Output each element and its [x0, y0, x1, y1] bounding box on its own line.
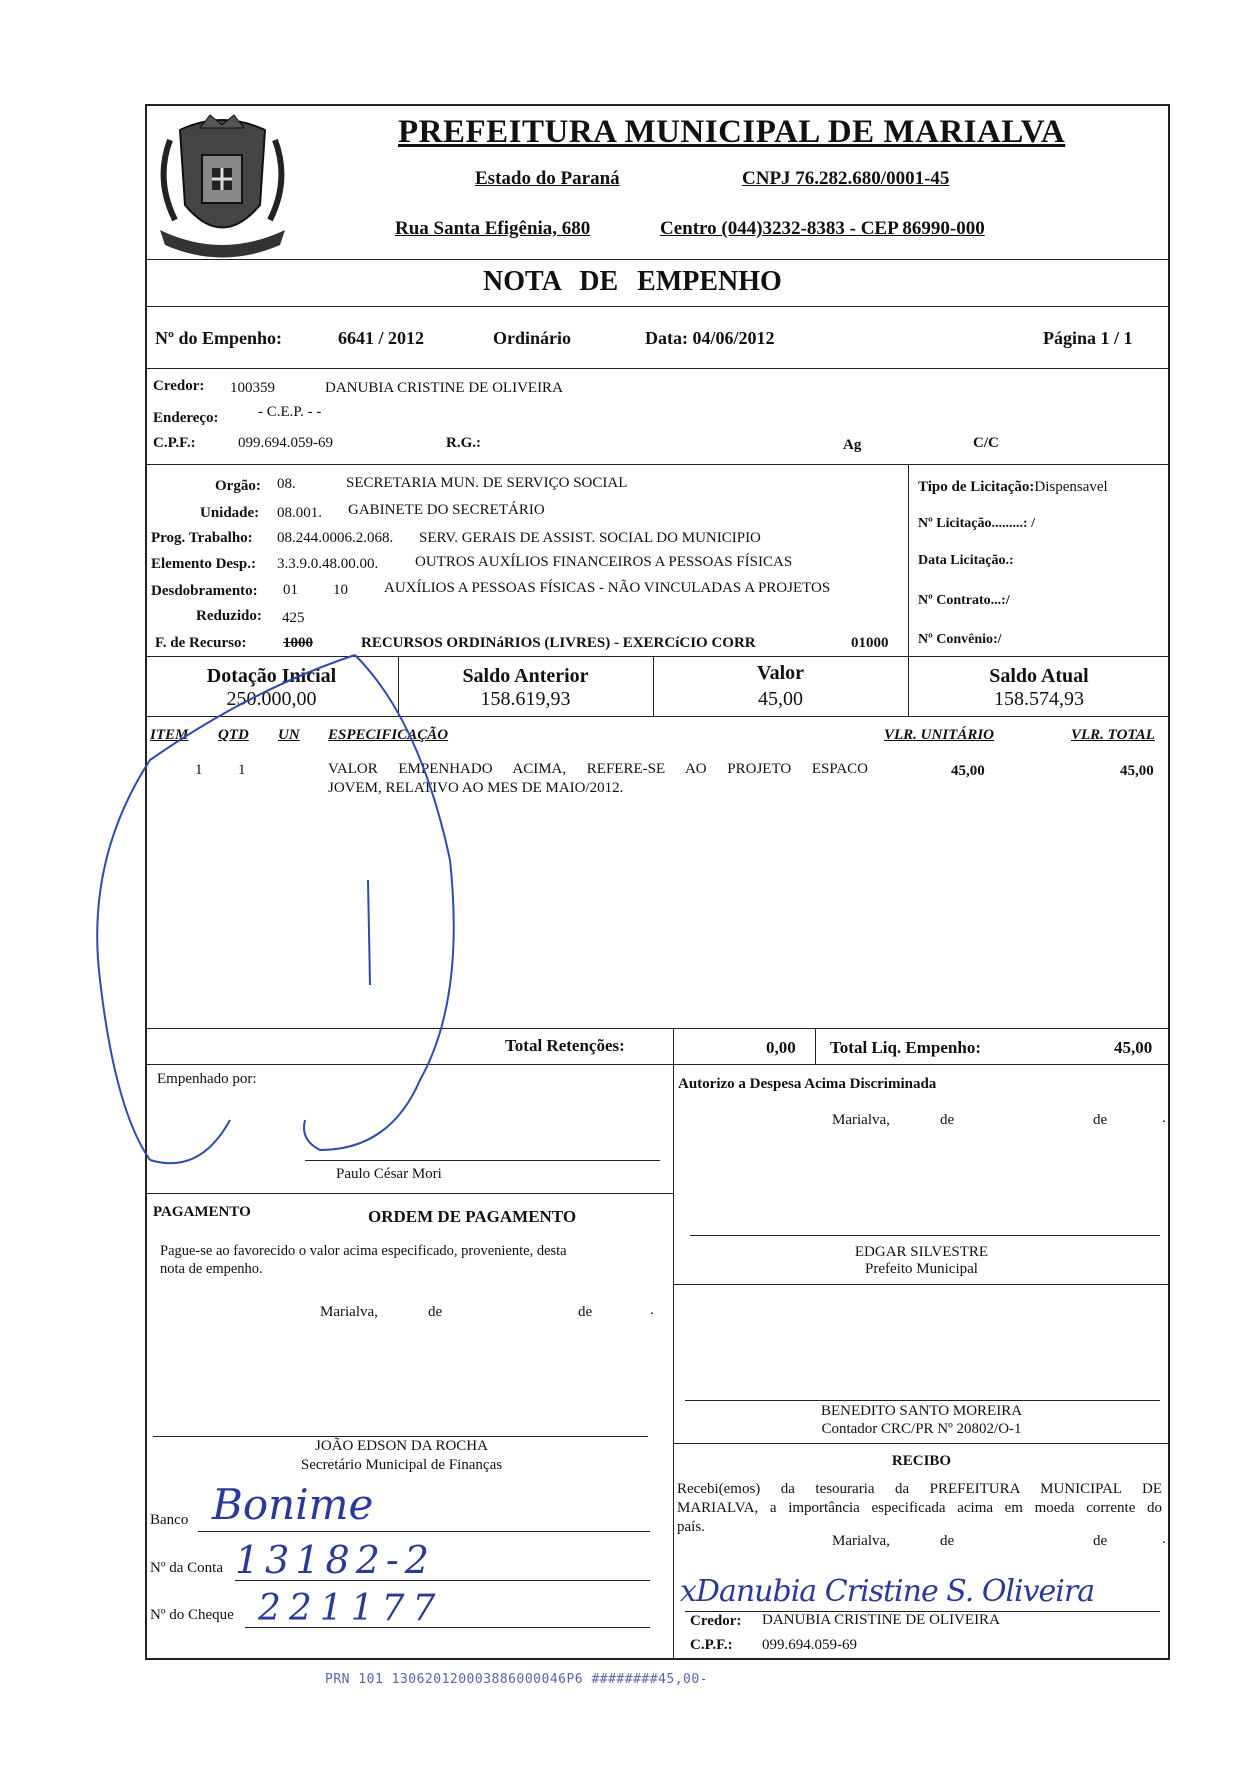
- col-header-esp: ESPECIFICAÇÃO: [328, 727, 449, 743]
- num-licitacao: Nº Licitação.........: /: [918, 516, 1035, 531]
- row-esp-line2: JOVEM, RELATIVO AO MES DE MAIO/2012.: [328, 780, 624, 796]
- pagamento-de1: de: [428, 1304, 443, 1320]
- reduzido-value: 425: [282, 610, 305, 626]
- saldo-anterior-label: Saldo Anterior: [462, 665, 589, 687]
- orgao-label: Orgão:: [215, 478, 261, 494]
- pagamento-text-line2: nota de empenho.: [160, 1261, 263, 1277]
- cheque-label: Nº do Cheque: [150, 1607, 234, 1623]
- row-vt: 45,00: [1120, 763, 1154, 779]
- elem-label: Elemento Desp.:: [151, 556, 256, 572]
- endereco-label: Endereço:: [153, 410, 219, 426]
- col-header-un: UN: [278, 727, 300, 743]
- rg-label: R.G.:: [446, 435, 481, 451]
- total-retencoes-value: 0,00: [766, 1038, 796, 1057]
- total-liq-label: Total Liq. Empenho:: [830, 1038, 981, 1057]
- total-retencoes-label: Total Retenções:: [505, 1036, 625, 1055]
- banco-value: Bonime: [212, 1480, 374, 1529]
- desd-label: Desdobramento:: [151, 583, 258, 599]
- fonte-code: 1000: [283, 635, 313, 651]
- pagamento-city: Marialva,: [320, 1304, 378, 1320]
- col-header-item: ITEM: [150, 727, 189, 743]
- desd-value: AUXÍLIOS A PESSOAS FÍSICAS - NÃO VINCULADAS A PROJETOS: [384, 580, 831, 596]
- empenho-num: 6641 / 2012: [338, 328, 425, 348]
- col-header-vu: VLR. UNITÁRIO: [884, 727, 995, 743]
- num-convenio: Nº Convênio:/: [918, 632, 1002, 647]
- tipo-licitacao-value: Dispensavel: [1034, 479, 1108, 495]
- orgao-value: SECRETARIA MUN. DE SERVIÇO SOCIAL: [346, 475, 628, 491]
- empenho-page: Página 1 / 1: [1043, 328, 1133, 348]
- desd-code2: 10: [333, 582, 348, 598]
- cc-label: C/C: [973, 435, 999, 451]
- empenhado-label: Empenhado por:: [157, 1071, 257, 1087]
- pagamento-de2: de: [578, 1304, 593, 1320]
- num-contrato: Nº Contrato...:/: [918, 593, 1010, 608]
- cpf-value: 099.694.059-69: [238, 435, 333, 451]
- tipo-licitacao-label-text: Tipo de Licitação:: [918, 479, 1035, 495]
- conta-label: Nº da Conta: [150, 1560, 223, 1576]
- endereco-value: - C.E.P. - -: [258, 404, 322, 420]
- recibo-de1: de: [940, 1533, 955, 1549]
- header-state: Estado do Paraná: [475, 168, 620, 189]
- unidade-value: GABINETE DO SECRETÁRIO: [348, 502, 545, 518]
- desd-code1: 01: [283, 582, 298, 598]
- contador-name: BENEDITO SANTO MOREIRA: [820, 1403, 1023, 1419]
- elem-value: OUTROS AUXÍLIOS FINANCEIROS A PESSOAS FÍSICAS: [415, 554, 793, 570]
- unidade-label: Unidade:: [200, 505, 260, 521]
- recibo-de2: de: [1093, 1533, 1108, 1549]
- prefeito-role: Prefeito Municipal: [865, 1261, 978, 1277]
- total-liq-value: 45,00: [1114, 1038, 1153, 1057]
- header-contact: Centro (044)3232-8383 - CEP 86990-000: [660, 218, 985, 239]
- recibo-credor-label: Credor:: [690, 1613, 742, 1629]
- recibo-text-line2: MARIALVA, a importância especificada acima em moeda corrente do: [677, 1500, 1162, 1516]
- autorizo-dot: .: [1162, 1110, 1166, 1126]
- recibo-text-line3: país.: [677, 1519, 705, 1535]
- elem-code: 3.3.9.0.48.00.00.: [277, 556, 379, 572]
- valor-label: Valor: [756, 662, 805, 684]
- autorizo-de1: de: [940, 1112, 955, 1128]
- fonte-label: F. de Recurso:: [155, 635, 247, 651]
- saldo-atual-label: Saldo Atual: [989, 665, 1089, 687]
- credor-label: Credor:: [153, 378, 205, 394]
- unidade-code: 08.001.: [277, 505, 322, 521]
- cpf-label: C.P.F.:: [153, 435, 196, 451]
- recibo-dot: .: [1162, 1531, 1166, 1547]
- pagamento-text-line1: Pague-se ao favorecido o valor acima especificado, proveniente, desta: [160, 1243, 567, 1259]
- fonte-value: RECURSOS ORDINáRIOS (LIVRES) - EXERCíCIO CORR: [361, 635, 756, 651]
- empenho-num-label: Nº do Empenho:: [155, 328, 282, 348]
- autorizo-label: Autorizo a Despesa Acima Discriminada: [678, 1076, 937, 1092]
- dotacao-value: 250.000,00: [226, 688, 317, 710]
- header-title: PREFEITURA MUNICIPAL DE MARIALVA: [398, 114, 1066, 150]
- recibo-credor-value: DANUBIA CRISTINE DE OLIVEIRA: [762, 1612, 1000, 1628]
- valor-value: 45,00: [758, 688, 803, 710]
- reduzido-label: Reduzido:: [196, 608, 262, 624]
- prog-code: 08.244.0006.2.068.: [277, 530, 394, 546]
- prog-value: SERV. GERAIS DE ASSIST. SOCIAL DO MUNICIPIO: [419, 530, 761, 546]
- saldo-atual-value: 158.574,93: [994, 688, 1084, 710]
- recibo-cpf-label: C.P.F.:: [690, 1637, 733, 1653]
- fonte-num: 01000: [851, 635, 889, 651]
- empenho-type: Ordinário: [493, 328, 572, 348]
- prefeito-name: EDGAR SILVESTRE: [854, 1244, 989, 1260]
- secretario-name: JOÃO EDSON DA ROCHA: [315, 1438, 488, 1454]
- row-qtd: 1: [238, 762, 246, 778]
- conta-value: 13182-2: [235, 1538, 435, 1582]
- dotacao-label: Dotação Inicial: [206, 665, 337, 687]
- cheque-value: 221177: [258, 1588, 444, 1629]
- autorizo-city: Marialva,: [832, 1112, 890, 1128]
- saldo-anterior-value: 158.619,93: [480, 688, 571, 710]
- recibo-label: RECIBO: [891, 1453, 952, 1469]
- tipo-licitacao-label: [918, 479, 1108, 496]
- secretario-role: Secretário Municipal de Finanças: [300, 1457, 503, 1473]
- header-street: Rua Santa Efigênia, 680: [395, 218, 591, 239]
- recibo-cpf-value: 099.694.059-69: [762, 1637, 857, 1653]
- ag-label: Ag: [843, 437, 862, 453]
- credor-code: 100359: [230, 380, 275, 396]
- row-item: 1: [195, 762, 203, 778]
- footer-code: PRN 101 130620120003886000046P6 ########45,00-: [325, 1672, 709, 1687]
- autorizo-de2: de: [1093, 1112, 1108, 1128]
- doc-title: NOTA DE EMPENHO: [483, 266, 782, 297]
- col-header-vt: VLR. TOTAL: [1071, 727, 1155, 743]
- prog-label: Prog. Trabalho:: [151, 530, 253, 546]
- data-licitacao: Data Licitação.:: [918, 553, 1014, 568]
- orgao-code: 08.: [277, 476, 296, 492]
- banco-label: Banco: [150, 1512, 189, 1528]
- ordem-pagamento-label: ORDEM DE PAGAMENTO: [368, 1207, 577, 1226]
- contador-role: Contador CRC/PR Nº 20802/O-1: [821, 1421, 1022, 1437]
- row-esp-line1: VALOR EMPENHADO ACIMA, REFERE-SE AO PROJETO ESPACO: [328, 761, 868, 777]
- pagamento-dot: .: [650, 1302, 654, 1318]
- recibo-city: Marialva,: [832, 1533, 890, 1549]
- empenhado-name: Paulo César Mori: [336, 1166, 442, 1182]
- credor-signature: xDanubia Cristine S. Oliveira: [680, 1574, 1095, 1609]
- empenho-date: Data: 04/06/2012: [645, 328, 775, 348]
- col-header-qtd: QTD: [218, 727, 249, 743]
- recibo-text-line1: Recebi(emos) da tesouraria da PREFEITURA MUNICIPAL DE: [677, 1481, 1162, 1497]
- credor-name: DANUBIA CRISTINE DE OLIVEIRA: [325, 380, 563, 396]
- row-vu: 45,00: [951, 763, 985, 779]
- header-cnpj: CNPJ 76.282.680/0001-45: [742, 168, 950, 189]
- pagamento-label: PAGAMENTO: [153, 1204, 251, 1220]
